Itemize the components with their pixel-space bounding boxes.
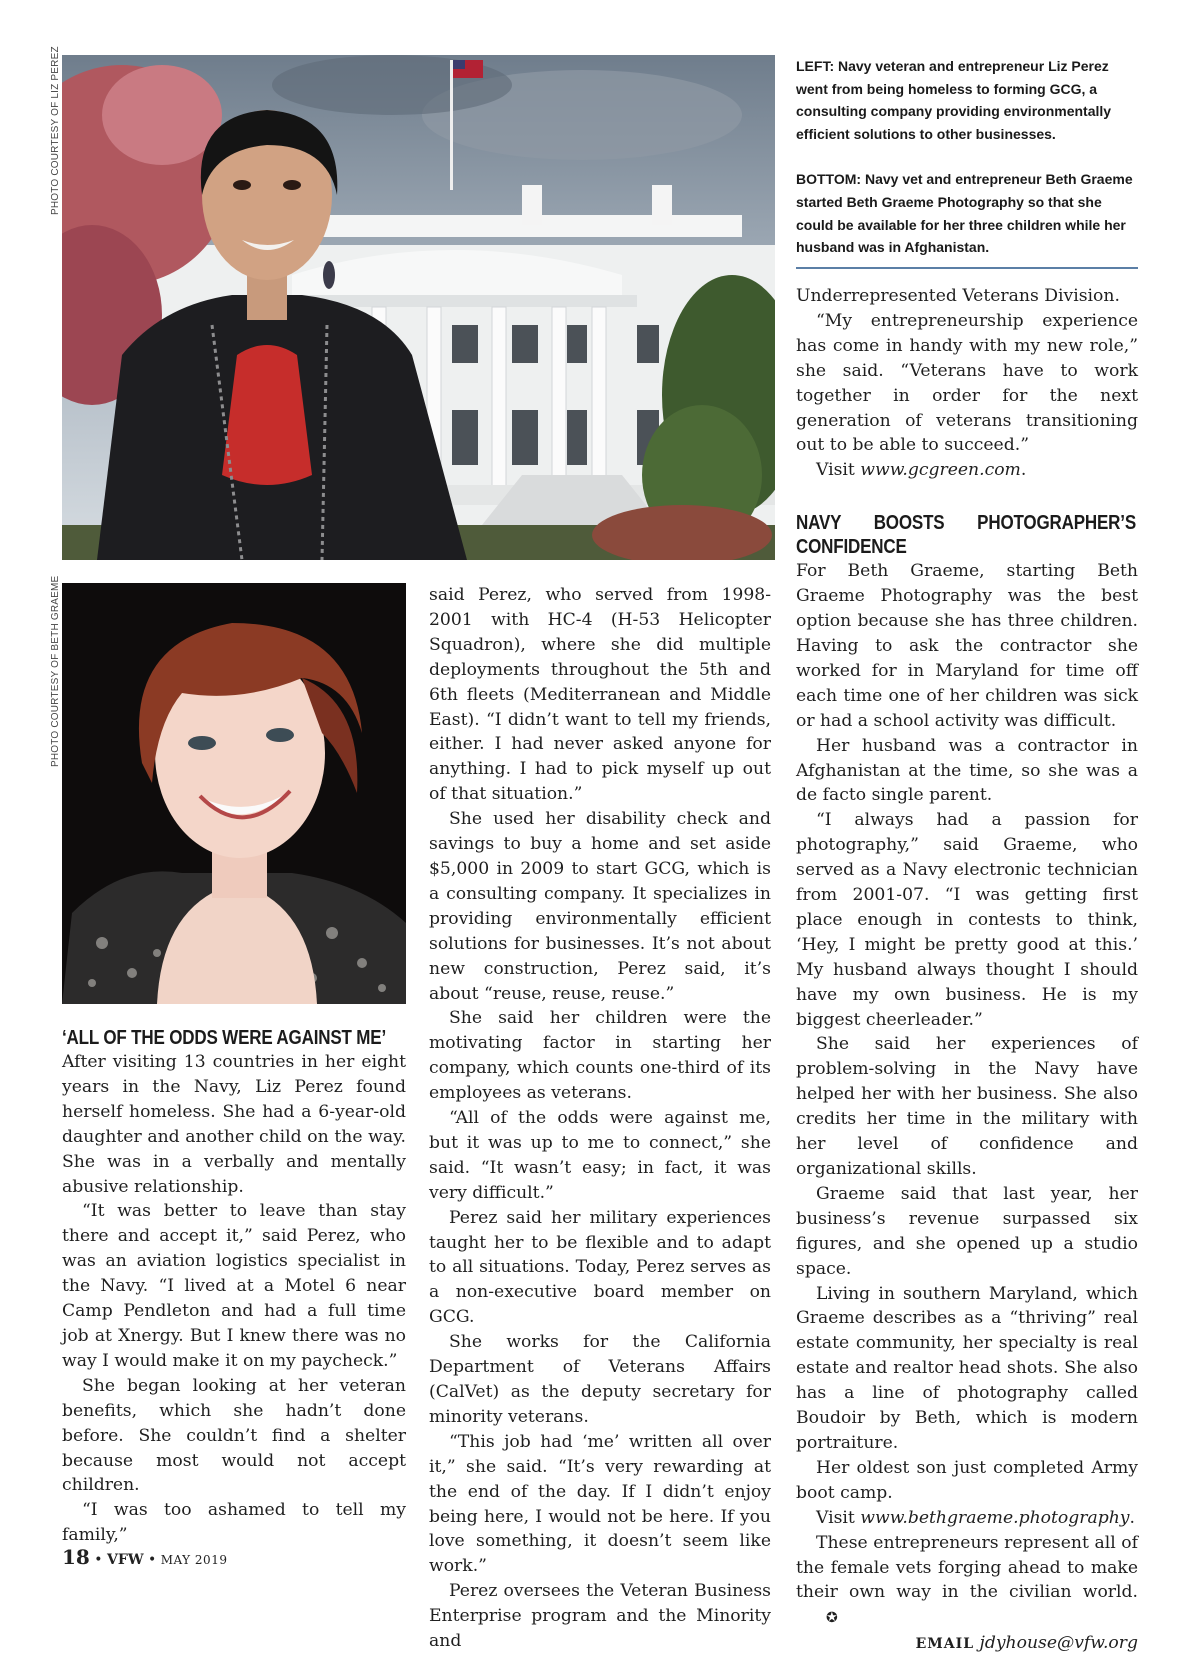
caption-left: LEFT: Navy veteran and entrepreneur Liz Perez went from being homeless to forming GCG, a consulting company providing environmentally efficient solutions to other businesses. [796, 58, 1112, 142]
email-link[interactable]: jdyhouse@vfw.org [979, 1633, 1138, 1654]
magazine-name: VFW [107, 1552, 144, 1568]
paragraph: She said her experiences of problem-solving in the Navy have helped her with her business. She also credits her time in the military with her level of confidence and organizational skills. [796, 1034, 1138, 1179]
paragraph: “My entrepreneurship experience has come in handy with my new role,” she said. “Veterans have to work together in order for the next generation of veterans transitioning out to be able to succeed.” [796, 310, 1138, 456]
visit-gcgreen: Visit www.gcgreen.com. [816, 460, 1027, 481]
photo-credit-graeme: PHOTO COURTESY OF BETH GRAEME [50, 575, 61, 767]
link-bethgraeme[interactable]: www.bethgraeme.photography [860, 1507, 1130, 1528]
paragraph: She used her disability check and savings to buy a home and set aside $5,000 in 2009 to start GCG, which is a consulting company. It specializes in providing environmentally efficient solutions for businesses. It’s not about new construction, Perez said, it’s about “reuse, reuse, reuse.” [429, 809, 771, 1004]
paragraph: She works for the California Department of Veterans Affairs (CalVet) as the deputy secretary for minority veterans. [429, 1332, 771, 1427]
column-1 [62, 1026, 406, 1548]
paragraph: After visiting 13 countries in her eight years in the Navy, Liz Perez found herself homeless. She had a 6-year-old daughter and another child on the way. She was in a verbally and mentally abusive relationship. [62, 1052, 406, 1197]
column-3 [796, 284, 1138, 1657]
column-2 [429, 583, 771, 1654]
end-mark-icon: ✪ [826, 1610, 838, 1627]
paragraph: Her oldest son just completed Army boot camp. [796, 1457, 1138, 1503]
page-footer: 18 • VFW • MAY 2019 [62, 1545, 228, 1569]
section-heading-graeme: NAVY BOOSTS PHOTOGRAPHER’S CONFIDENCE [796, 512, 1136, 559]
paragraph: said Perez, who served from 1998-2001 with HC-4 (H-53 Helicopter Squadron), where she did multiple deployments throughout the 5th and 6th fleets (Mediterranean and Middle East). “I didn’t want to tell my friends, either. I had never asked anyone for anything. I had to pick myself up out of that situation.” [429, 585, 771, 805]
photo-beth-graeme [62, 583, 406, 1004]
photo-liz-perez [62, 55, 775, 560]
paragraph: Living in southern Maryland, which Graeme describes as a “thriving” real estate community, her specialty is real estate and realtor head shots. She also has a line of photography called Boudoir by Beth, which is modern portraiture. [796, 1283, 1138, 1453]
page-number: 18 [62, 1545, 90, 1569]
paragraph: She began looking at her veteran benefits, which she hadn’t done before. She couldn’t find a shelter because most would not accept children. [62, 1375, 406, 1496]
link-gcgreen[interactable]: www.gcgreen.com [860, 460, 1021, 481]
author-email: EMAIL jdyhouse@vfw.org [915, 1633, 1138, 1654]
photo-captions [796, 55, 1141, 259]
paragraph: “I was too ashamed to tell my family,” [62, 1500, 406, 1546]
section-heading-perez: ‘ALL OF THE ODDS WERE AGAINST ME’ [62, 1027, 387, 1049]
paragraph: “I always had a passion for photography,” said Graeme, who served as a Navy electronic technician from 2001-07. “I was getting first place enough in contests to think, ‘Hey, I might be pretty good at this.’ My husband always thought I should have my own business. He is my biggest cheerleader.” [796, 810, 1138, 1030]
paragraph: Perez said her military experiences taught her to be flexible and to adapt to all situations. Today, Perez serves as a non-executive board member on GCG. [429, 1207, 771, 1328]
closing-paragraph: These entrepreneurs represent all of the female vets forging ahead to make their own way in the civilian world.✪ [796, 1531, 1138, 1632]
caption-divider [796, 267, 1138, 269]
photo-credit-perez: PHOTO COURTESY OF LIZ PEREZ [50, 46, 61, 215]
paragraph: “It was better to leave than stay there and accept it,” said Perez, who was an aviation logistics specialist in the Navy. “I lived at a Motel 6 near Camp Pendleton and had a full time job at Xnergy. But I knew there was no way I would make it on my paycheck.” [62, 1201, 406, 1371]
paragraph: “This job had ‘me’ written all over it,” she said. “It’s very rewarding at the end of the day. If I didn’t enjoy being here, I would not be here. If you love something, it doesn’t seem like work.” [429, 1431, 771, 1577]
paragraph: “All of the odds were against me, but it was up to me to connect,” she said. “It wasn’t easy; in fact, it was very difficult.” [429, 1108, 771, 1203]
visit-bethgraeme: Visit www.bethgraeme.photography. [816, 1507, 1135, 1528]
issue-date: MAY 2019 [160, 1553, 228, 1567]
paragraph: She said her children were the motivating factor in starting her company, which counts one-third of its employees as veterans. [429, 1008, 771, 1104]
paragraph: For Beth Graeme, starting Beth Graeme Photography was the best option because she has three children. Having to ask the contractor she worked for in Maryland for time off each time one of her children was sick or had a school activity was difficult. [796, 561, 1138, 731]
paragraph: Graeme said that last year, her business’s revenue surpassed six figures, and she opened up a studio space. [796, 1183, 1138, 1279]
paragraph: Her husband was a contractor in Afghanistan at the time, so she was a de facto single parent. [796, 735, 1138, 806]
paragraph: Perez oversees the Veteran Business Enterprise program and the Minority and [429, 1581, 771, 1652]
paragraph: Underrepresented Veterans Division. [796, 286, 1120, 306]
caption-bottom: BOTTOM: Navy vet and entrepreneur Beth Graeme started Beth Graeme Photography so that she could be available for her three children while her husband was in Afghanistan. [796, 171, 1133, 256]
